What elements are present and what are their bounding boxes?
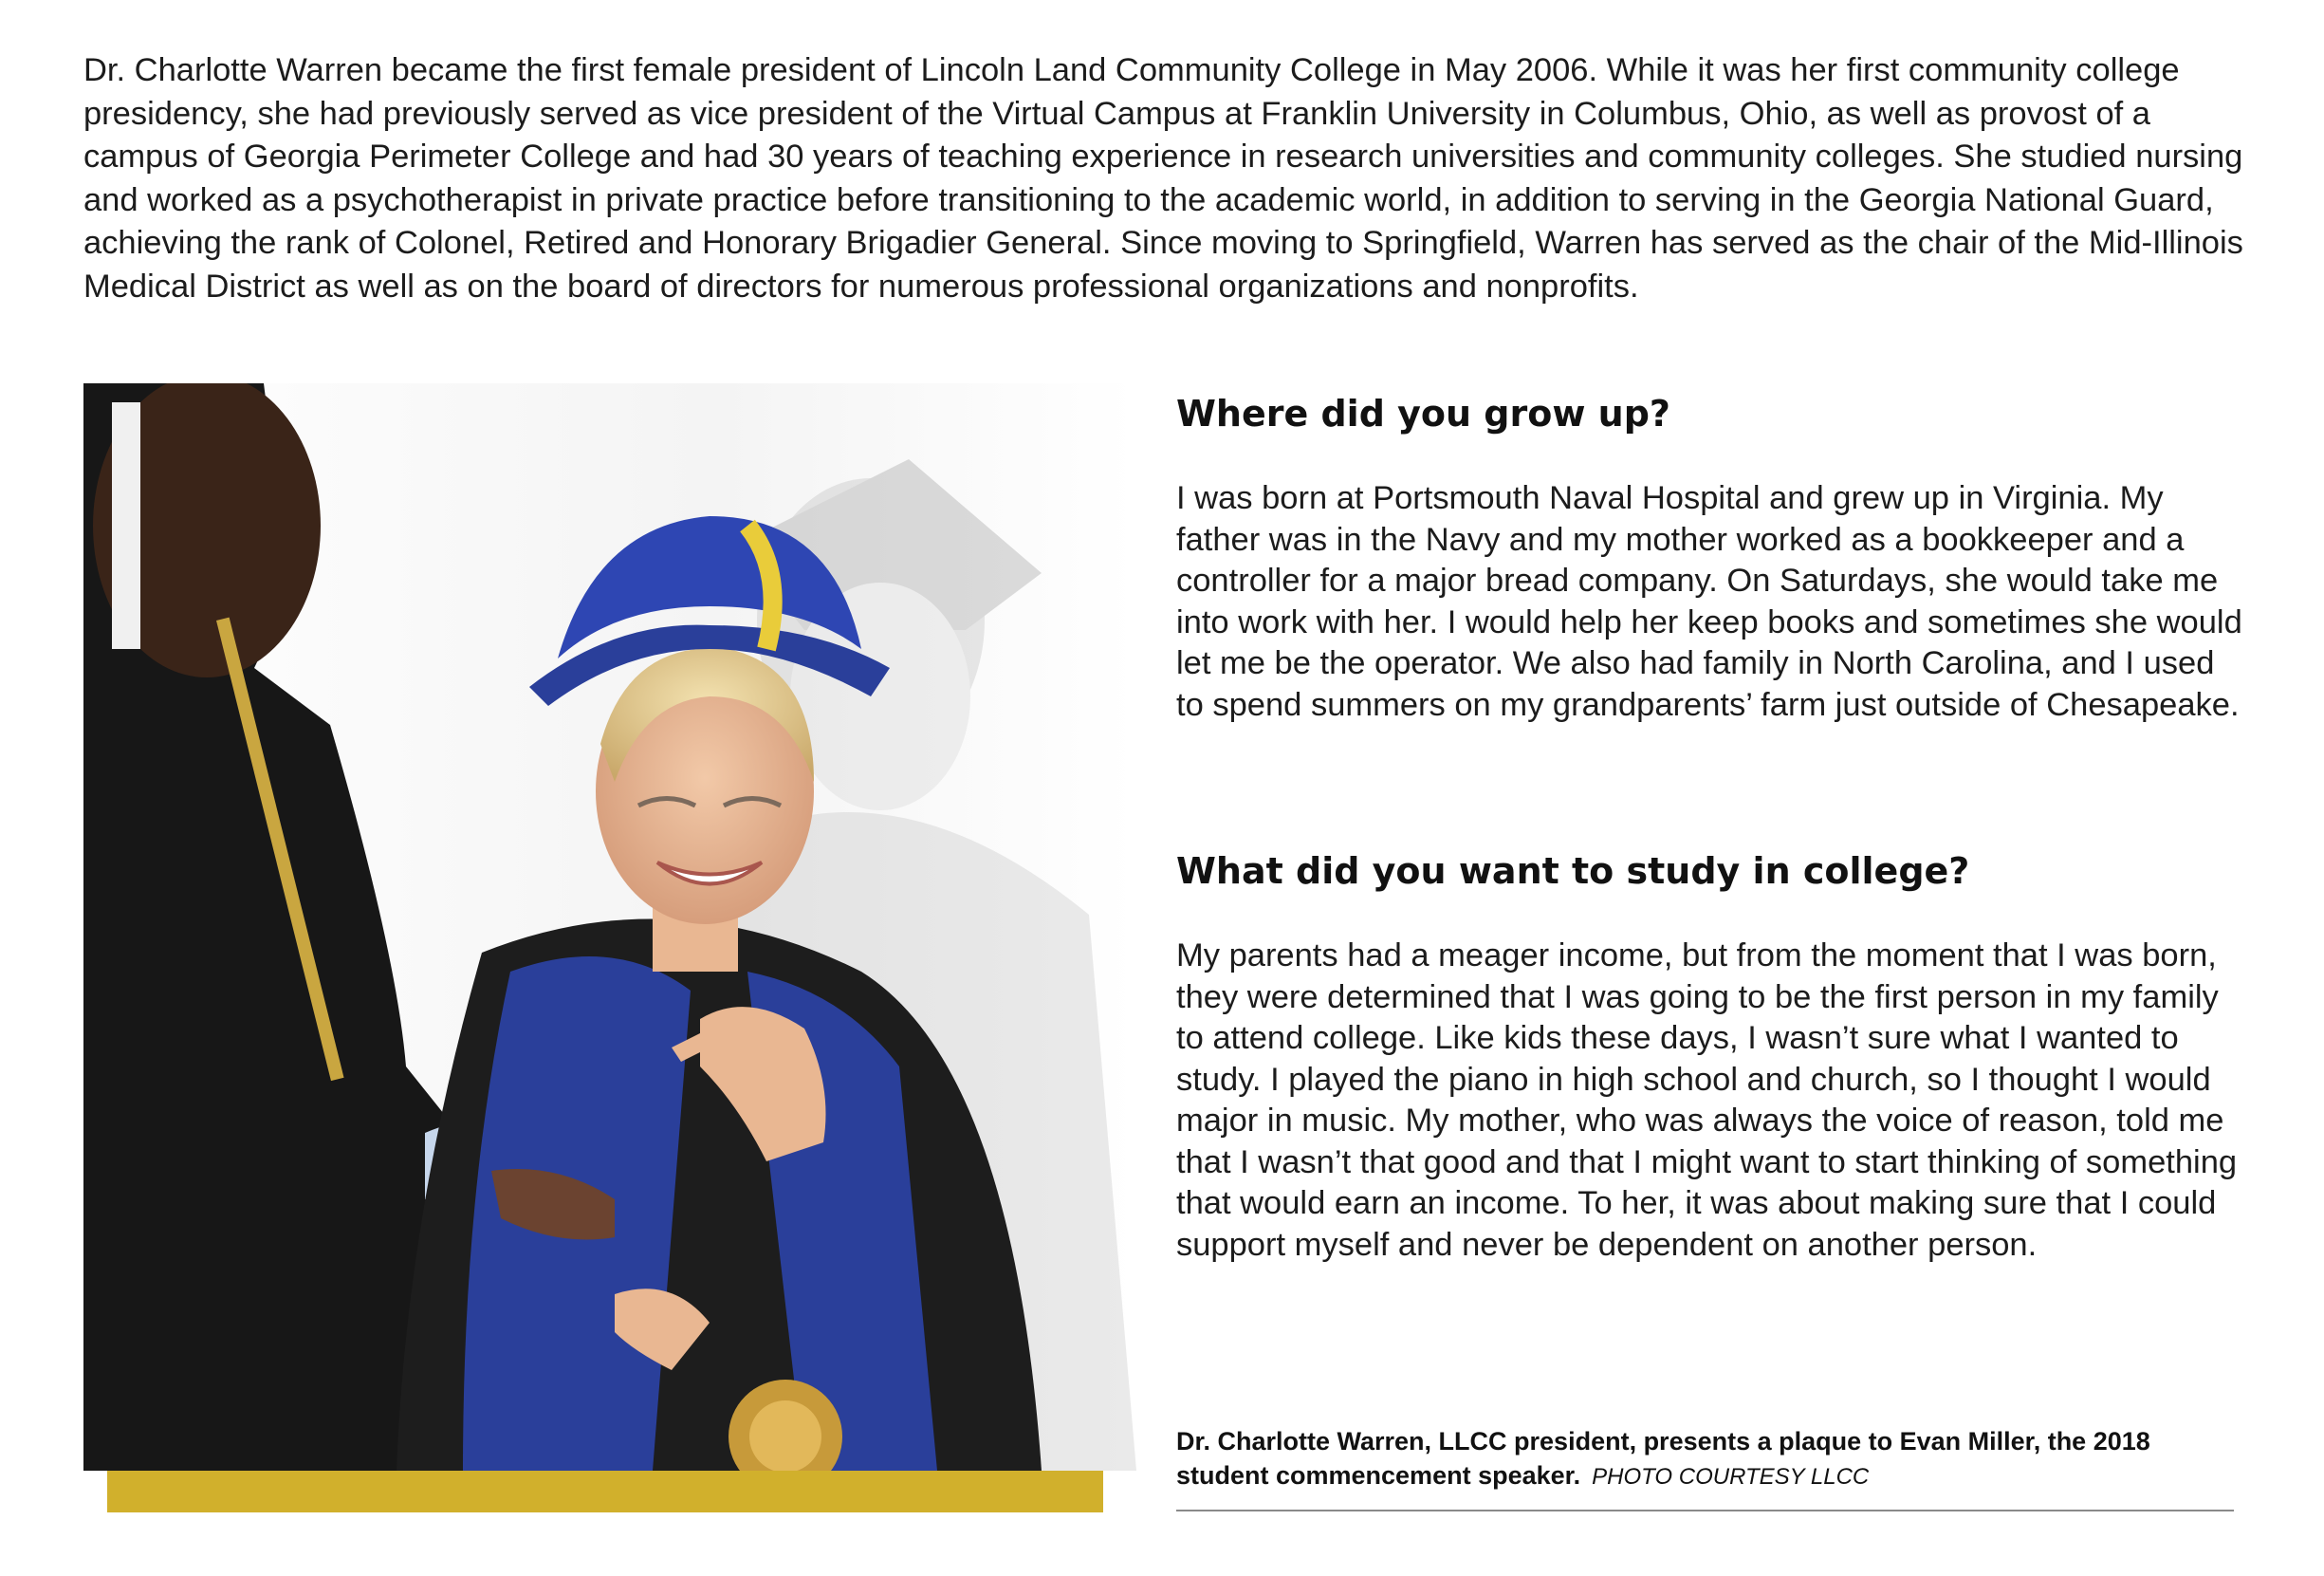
question-heading: Where did you grow up? [1176, 393, 1670, 435]
question-heading: What did you want to study in college? [1176, 850, 1970, 892]
qa-section-study [1176, 848, 2248, 1266]
caption-text: Dr. Charlotte Warren, LLCC president, presents a plaque to Evan Miller, the 2018 student commencement speaker. [1176, 1427, 2150, 1490]
commencement-photo [83, 383, 1136, 1471]
photo-accent-bar [107, 1467, 1103, 1512]
qa-section-grow-up [1176, 391, 2248, 726]
photo-credit: PHOTO COURTESY LLCC [1592, 1464, 1870, 1490]
photo-caption [1176, 1424, 2229, 1494]
answer-paragraph: My parents had a meager income, but from the moment that I was born, they were determined that I was going to be the first person in my family to attend college. Like kids these days, I wasn’t sure what I wanted to study. I played the piano in high school and church, so I thought I would major in music. My mother, who was always the voice of reason, told me that I wasn’t that good and that I might want to start thinking of something that would earn an income. To her, it was about making sure that I could support myself and never be dependent on another person. [1176, 937, 2238, 1263]
answer-paragraph: I was born at Portsmouth Naval Hospital and grew up in Virginia. My father was in the Navy and my mother worked as a bookkeeper and a controller for a major bread company. On Saturdays, she would take me into work with her. I would help her keep books and sometimes she would let me be the operator. We also had family in North Carolina, and I used to spend summers on my grandparents’ farm just outside of Chesapeake. [1176, 480, 2242, 723]
intro-paragraph: Dr. Charlotte Warren became the first female president of Lincoln Land Community College in May 2006. While it was her first community college presidency, she had previously served as vice president of the Virtual Campus at Franklin University in Columbus, Ohio, as well as provost of a campus of Georgia Perimeter College and had 30 years of teaching experience in research universities and community colleges. She studied nursing and worked as a psychotherapist in private practice before transitioning to the academic world, in addition to serving in the Georgia National Guard, achieving the rank of Colonel, Retired and Honorary Brigadier General. Since moving to Springfield, Warren has served as the chair of the Mid-Illinois Medical District as well as on the board of directors for numerous professional organizations and nonprofits. [83, 52, 2243, 305]
caption-divider [1176, 1510, 2234, 1511]
